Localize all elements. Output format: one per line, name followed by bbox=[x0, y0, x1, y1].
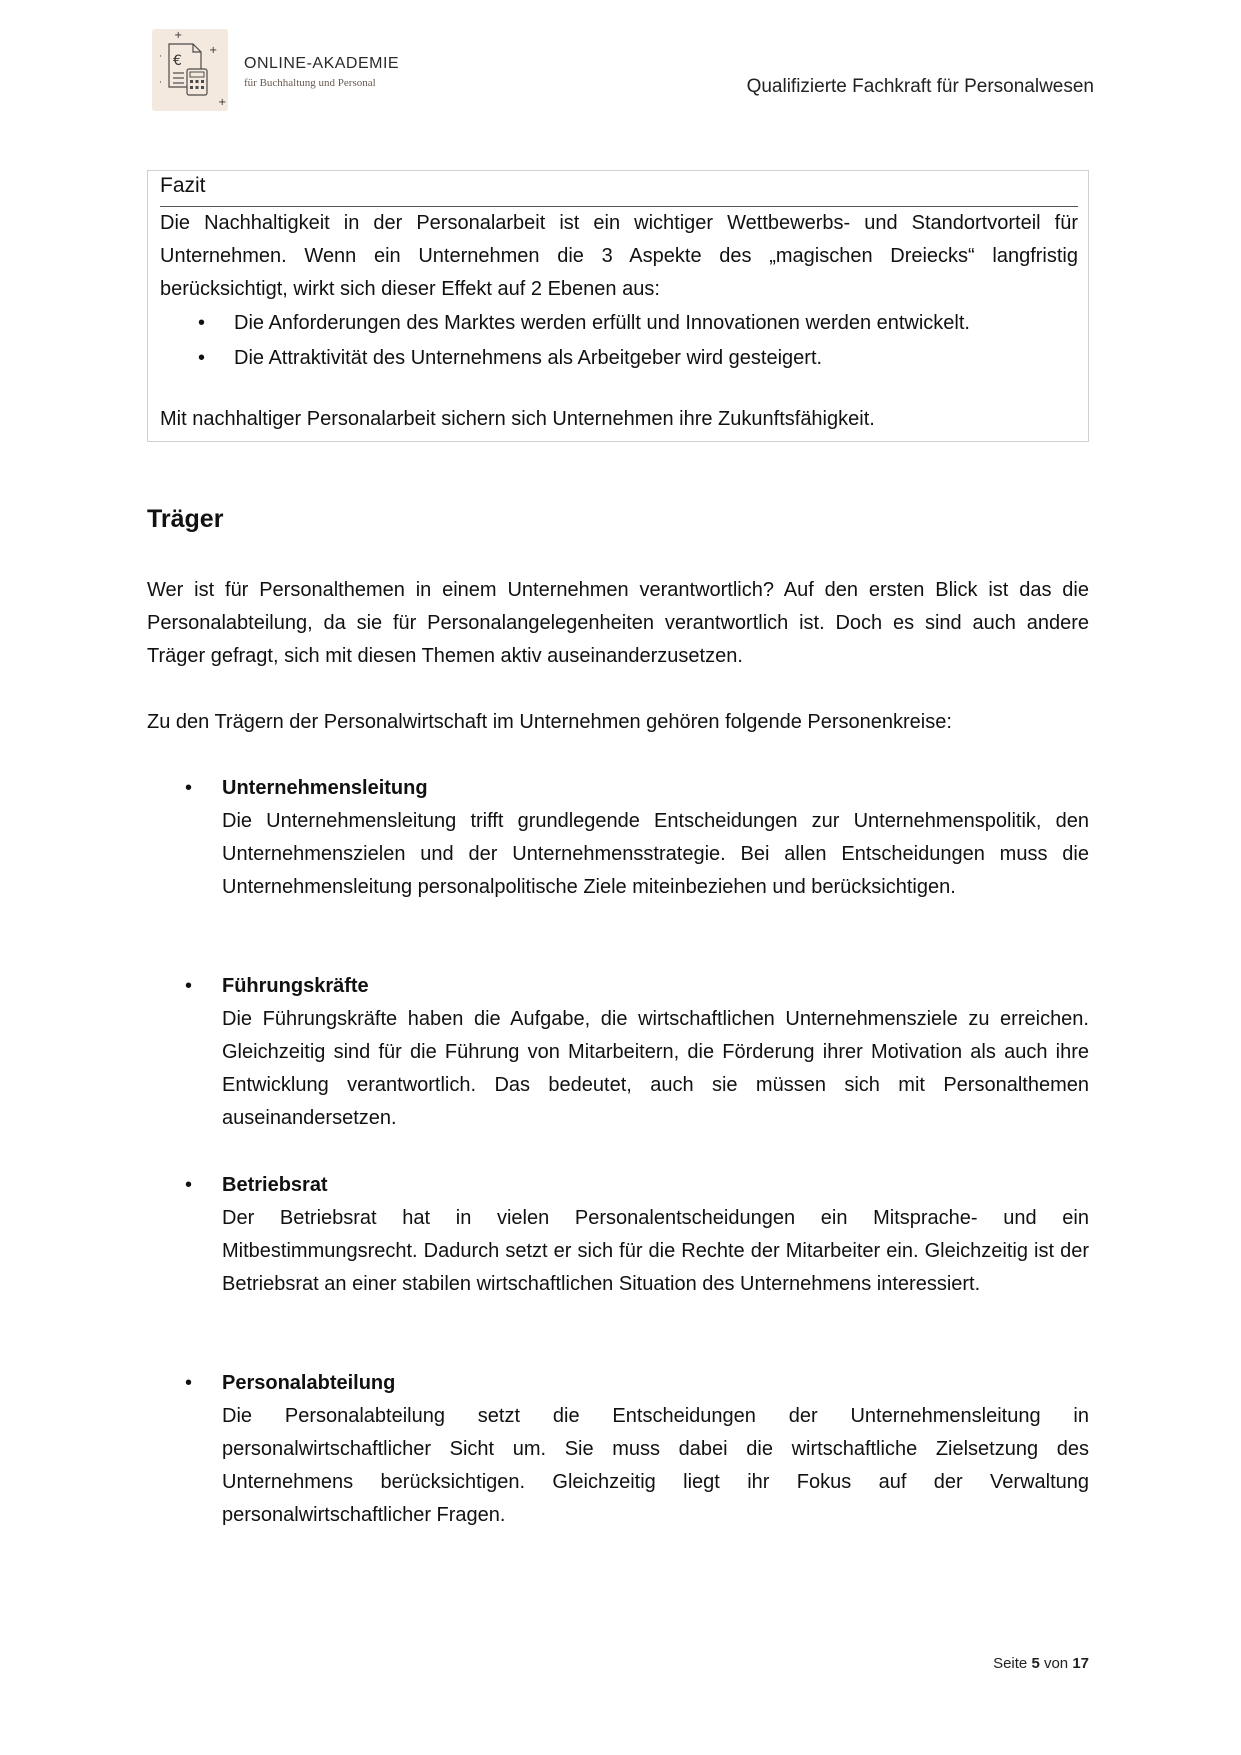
document-title: Qualifizierte Fachkraft für Personalwesen bbox=[746, 76, 1094, 97]
bullet-icon: • bbox=[185, 975, 193, 997]
role-title: Unternehmensleitung bbox=[222, 777, 428, 799]
bullet-icon: • bbox=[185, 777, 193, 799]
svg-text:+: + bbox=[218, 97, 227, 108]
page-current: 5 bbox=[1031, 1655, 1040, 1672]
role-description: Der Betriebsrat hat in vielen Personalentscheidungen ein Mitsprache- und ein Mitbestimmungsrecht. Dadurch setzt er sich für die Rechte der Mitarbeiter ein. Gleichzeitig ist der Betriebsrat an einer stabilen wirtschaftlichen Situation des Unternehmens interessiert. bbox=[222, 1207, 1089, 1295]
svg-text:+: + bbox=[174, 30, 183, 41]
logo-badge bbox=[152, 29, 228, 111]
logo-subtitle: für Buchhaltung und Personal bbox=[244, 77, 376, 89]
page-prefix: Seite bbox=[993, 1655, 1028, 1672]
role-description: Die Führungskräfte haben die Aufgabe, die wirtschaftlichen Unternehmensziele zu erreichen. Gleichzeitig sind für die Führung von Mitarbeitern, die Förderung ihrer Motivation als auch ihre Entwicklung verantwortlich. Das bedeutet, auch sie müssen sich mit Personalthemen auseinandersetzen. bbox=[222, 1008, 1089, 1129]
fazit-bullet-item: • Die Anforderungen des Marktes werden erfüllt und Innovationen werden entwickelt. bbox=[198, 306, 1078, 341]
svg-text:€: € bbox=[173, 53, 182, 69]
role-description: Die Unternehmensleitung trifft grundlegende Entscheidungen zur Unternehmenspolitik, den Unternehmenszielen und der Unternehmensstrategie. Bei allen Entscheidungen muss die Unternehmensleitung personalpolitische Ziele miteinbeziehen und berücksichtigen. bbox=[222, 810, 1089, 898]
lead-paragraph: Zu den Trägern der Personalwirtschaft im Unternehmen gehören folgende Personenkreise: bbox=[147, 711, 952, 733]
role-title: Personalabteilung bbox=[222, 1372, 396, 1394]
svg-text:·: · bbox=[159, 78, 162, 88]
fazit-title: Fazit bbox=[160, 174, 206, 197]
role-description: Die Personalabteilung setzt die Entscheidungen der Unternehmensleitung in personalwirtschaftlicher Sicht um. Sie muss dabei die wirtschaftliche Zielsetzung des Unternehmens berücksichtigen. Gleichzeitig liegt ihr Fokus auf der Verwaltung personalwirtschaftlicher Fragen. bbox=[222, 1405, 1089, 1526]
intro-paragraph: Wer ist für Personalthemen in einem Unternehmen verantwortlich? Auf den ersten Blick ist das die Personalabteilung, da sie für Personalangelegenheiten verantwortlich ist. Doch es sind auch andere Träger gefragt, sich mit diesen Themen aktiv auseinanderzusetzen. bbox=[147, 579, 1089, 667]
fazit-bullet-item: • Die Attraktivität des Unternehmens als Arbeitgeber wird gesteigert. bbox=[198, 341, 1078, 376]
academy-logo bbox=[152, 29, 410, 111]
page-total: 17 bbox=[1072, 1655, 1089, 1672]
invoice-calculator-icon bbox=[152, 29, 228, 111]
fazit-closing: Mit nachhaltiger Personalarbeit sichern sich Unternehmen ihre Zukunftsfähigkeit. bbox=[160, 408, 875, 430]
bullet-icon: • bbox=[185, 1174, 193, 1196]
page-separator: von bbox=[1043, 1655, 1069, 1672]
svg-text:·: · bbox=[159, 52, 162, 62]
section-heading: Träger bbox=[147, 505, 224, 533]
role-title: Führungskräfte bbox=[222, 975, 369, 997]
fazit-bullet-list bbox=[198, 306, 1078, 376]
bullet-icon: • bbox=[185, 1372, 193, 1394]
page-number bbox=[993, 1655, 1089, 1672]
logo-title: ONLINE-AKADEMIE bbox=[244, 55, 400, 72]
svg-text:+: + bbox=[209, 45, 218, 56]
fazit-paragraph: Die Nachhaltigkeit in der Personalarbeit ist ein wichtiger Wettbewerbs- und Standortvorteil für Unternehmen. Wenn ein Unternehmen die 3 Aspekte des „magischen Dreiecks“ langfristig berücksichtigt, wirkt sich dieser Effekt auf 2 Ebenen aus: bbox=[160, 212, 1078, 300]
fazit-box bbox=[147, 170, 1089, 442]
role-title: Betriebsrat bbox=[222, 1174, 328, 1196]
